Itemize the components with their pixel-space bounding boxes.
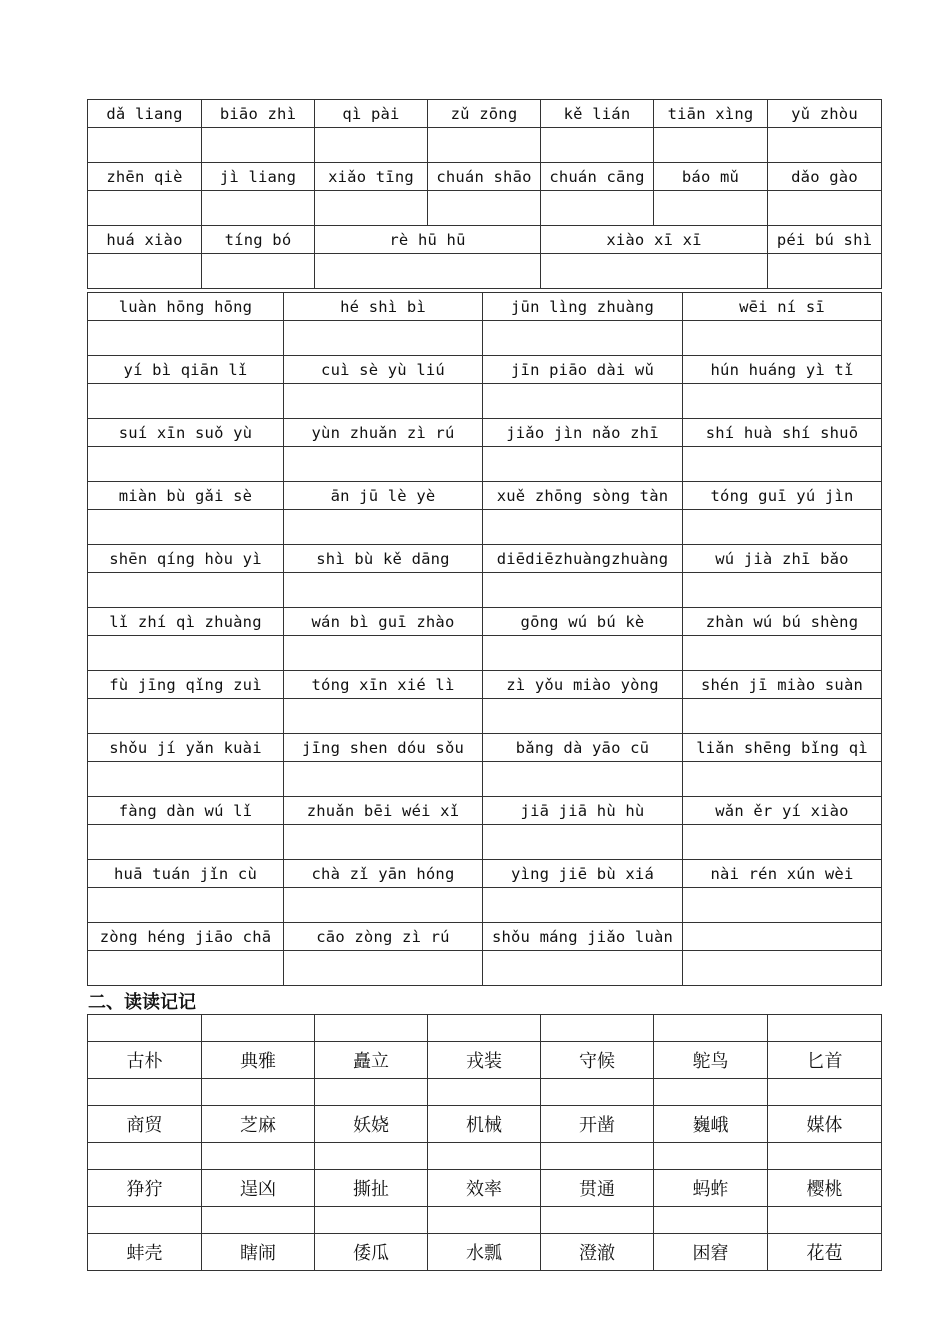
pinyin-cell: shǒu máng jiǎo luàn: [483, 923, 683, 951]
pinyin-cell: chuán shāo: [428, 163, 541, 191]
answer-cell[interactable]: [315, 128, 428, 163]
answer-row: [88, 699, 882, 734]
answer-cell[interactable]: [88, 254, 202, 289]
word-cell: 古朴: [88, 1042, 202, 1079]
answer-cell[interactable]: [88, 762, 284, 797]
answer-cell[interactable]: [483, 762, 683, 797]
answer-cell[interactable]: [428, 191, 541, 226]
answer-cell[interactable]: [683, 384, 882, 419]
pinyin-cell: zhàn wú bú shèng: [683, 608, 882, 636]
pinyin-row: [88, 356, 882, 384]
answer-cell[interactable]: [284, 888, 483, 923]
pinyin-cell: kě lián: [541, 100, 654, 128]
word-cell: 妖娆: [315, 1106, 428, 1143]
pinyin-cell: shǒu jí yǎn kuài: [88, 734, 284, 762]
word-cell: 商贸: [88, 1106, 202, 1143]
answer-cell[interactable]: [483, 825, 683, 860]
answer-row: [88, 191, 882, 226]
word-cell: 守候: [541, 1042, 654, 1079]
blank-cell[interactable]: [315, 1143, 428, 1170]
answer-cell[interactable]: [483, 573, 683, 608]
pinyin-cell: fù jīng qǐng zuì: [88, 671, 284, 699]
pinyin-cell: huā tuán jǐn cù: [88, 860, 284, 888]
answer-cell[interactable]: [483, 699, 683, 734]
pinyin-cell: hún huáng yì tǐ: [683, 356, 882, 384]
word-cell: 匕首: [768, 1042, 882, 1079]
blank-row: [88, 1079, 882, 1106]
answer-cell[interactable]: [202, 128, 315, 163]
word-cell: 蚌壳: [88, 1234, 202, 1271]
answer-cell[interactable]: [483, 951, 683, 986]
pinyin-row: [88, 545, 882, 573]
pinyin-table-idioms: [87, 292, 882, 986]
blank-cell[interactable]: [315, 1207, 428, 1234]
pinyin-cell: lǐ zhí qì zhuàng: [88, 608, 284, 636]
word-cell: 困窘: [654, 1234, 768, 1271]
pinyin-cell: hé shì bì: [284, 293, 483, 321]
blank-cell[interactable]: [541, 1207, 654, 1234]
blank-cell[interactable]: [88, 1207, 202, 1234]
word-cell: 蚂蚱: [654, 1170, 768, 1207]
answer-row: [88, 447, 882, 482]
pinyin-cell: bǎng dà yāo cū: [483, 734, 683, 762]
word-cell: 狰狞: [88, 1170, 202, 1207]
blank-cell[interactable]: [88, 1143, 202, 1170]
blank-cell[interactable]: [315, 1015, 428, 1042]
answer-cell[interactable]: [88, 636, 284, 671]
pinyin-cell: ān jū lè yè: [284, 482, 483, 510]
word-cell: 樱桃: [768, 1170, 882, 1207]
pinyin-cell: shén jī miào suàn: [683, 671, 882, 699]
pinyin-row: [88, 419, 882, 447]
answer-cell[interactable]: [541, 254, 768, 289]
pinyin-cell: jì liang: [202, 163, 315, 191]
blank-cell[interactable]: [428, 1079, 541, 1106]
pinyin-cell: chuán cāng: [541, 163, 654, 191]
pinyin-cell: [683, 923, 882, 951]
pinyin-cell: jīn piāo dài wǔ: [483, 356, 683, 384]
answer-cell[interactable]: [284, 321, 483, 356]
answer-cell[interactable]: [683, 888, 882, 923]
pinyin-cell: miàn bù gǎi sè: [88, 482, 284, 510]
blank-cell[interactable]: [654, 1143, 768, 1170]
word-cell: 典雅: [202, 1042, 315, 1079]
answer-cell[interactable]: [315, 254, 541, 289]
answer-row: [88, 254, 882, 289]
pinyin-cell: nài rén xún wèi: [683, 860, 882, 888]
blank-cell[interactable]: [88, 1079, 202, 1106]
word-row: [88, 1106, 882, 1143]
blank-row: [88, 1207, 882, 1234]
pinyin-cell: qì pài: [315, 100, 428, 128]
answer-cell[interactable]: [483, 447, 683, 482]
pinyin-cell: tóng guī yú jìn: [683, 482, 882, 510]
answer-row: [88, 573, 882, 608]
answer-cell[interactable]: [284, 510, 483, 545]
blank-cell[interactable]: [768, 1079, 882, 1106]
word-cell: 巍峨: [654, 1106, 768, 1143]
pinyin-cell: rè hū hū: [315, 226, 541, 254]
pinyin-cell: wú jià zhī bǎo: [683, 545, 882, 573]
pinyin-row: [88, 482, 882, 510]
answer-cell[interactable]: [768, 191, 882, 226]
pinyin-cell: shí huà shí shuō: [683, 419, 882, 447]
word-cell: 花苞: [768, 1234, 882, 1271]
pinyin-cell: yìng jiē bù xiá: [483, 860, 683, 888]
pinyin-cell: zǔ zōng: [428, 100, 541, 128]
answer-cell[interactable]: [768, 128, 882, 163]
pinyin-cell: yí bì qiān lǐ: [88, 356, 284, 384]
pinyin-cell: jūn lìng zhuàng: [483, 293, 683, 321]
word-cell: 媒体: [768, 1106, 882, 1143]
answer-row: [88, 825, 882, 860]
pinyin-cell: shēn qíng hòu yì: [88, 545, 284, 573]
pinyin-row: [88, 860, 882, 888]
answer-cell[interactable]: [683, 699, 882, 734]
answer-cell[interactable]: [88, 510, 284, 545]
word-cell: 倭瓜: [315, 1234, 428, 1271]
blank-row: [88, 1143, 882, 1170]
answer-cell[interactable]: [683, 321, 882, 356]
pinyin-cell: tóng xīn xié lì: [284, 671, 483, 699]
pinyin-cell: zòng héng jiāo chā: [88, 923, 284, 951]
answer-cell[interactable]: [284, 636, 483, 671]
answer-row: [88, 321, 882, 356]
word-cell: 开凿: [541, 1106, 654, 1143]
pinyin-cell: wǎn ěr yí xiào: [683, 797, 882, 825]
answer-cell[interactable]: [483, 888, 683, 923]
word-cell: 鸵鸟: [654, 1042, 768, 1079]
blank-cell[interactable]: [202, 1015, 315, 1042]
answer-cell[interactable]: [88, 888, 284, 923]
word-cell: 戎装: [428, 1042, 541, 1079]
answer-row: [88, 951, 882, 986]
word-cell: 贯通: [541, 1170, 654, 1207]
pinyin-cell: biāo zhì: [202, 100, 315, 128]
pinyin-row: [88, 671, 882, 699]
answer-cell[interactable]: [284, 762, 483, 797]
answer-cell[interactable]: [88, 384, 284, 419]
blank-cell[interactable]: [315, 1079, 428, 1106]
answer-cell[interactable]: [284, 447, 483, 482]
answer-cell[interactable]: [428, 128, 541, 163]
answer-cell[interactable]: [683, 636, 882, 671]
answer-cell[interactable]: [284, 699, 483, 734]
pinyin-cell: tiān xìng: [654, 100, 768, 128]
word-cell: 撕扯: [315, 1170, 428, 1207]
answer-cell[interactable]: [683, 573, 882, 608]
blank-cell[interactable]: [541, 1079, 654, 1106]
pinyin-row: [88, 923, 882, 951]
blank-cell[interactable]: [541, 1143, 654, 1170]
pinyin-cell: tíng bó: [202, 226, 315, 254]
blank-cell[interactable]: [88, 1015, 202, 1042]
pinyin-row: [88, 163, 882, 191]
word-row: [88, 1170, 882, 1207]
section-title: 二、读读记记: [88, 992, 196, 1013]
word-row: [88, 1042, 882, 1079]
pinyin-cell: liǎn shēng bǐng qì: [683, 734, 882, 762]
word-cell: 机械: [428, 1106, 541, 1143]
word-cell: 芝麻: [202, 1106, 315, 1143]
blank-cell[interactable]: [202, 1143, 315, 1170]
answer-cell[interactable]: [88, 573, 284, 608]
pinyin-cell: cuì sè yù liú: [284, 356, 483, 384]
pinyin-cell: jiā jiā hù hù: [483, 797, 683, 825]
blank-cell[interactable]: [768, 1207, 882, 1234]
blank-row: [88, 1015, 882, 1042]
pinyin-row: [88, 734, 882, 762]
answer-cell[interactable]: [284, 573, 483, 608]
answer-cell[interactable]: [284, 825, 483, 860]
pinyin-cell: xiào xī xī: [541, 226, 768, 254]
pinyin-cell: péi bú shì: [768, 226, 882, 254]
answer-cell[interactable]: [88, 951, 284, 986]
pinyin-cell: luàn hōng hōng: [88, 293, 284, 321]
answer-cell[interactable]: [88, 447, 284, 482]
answer-cell[interactable]: [483, 384, 683, 419]
answer-cell[interactable]: [88, 321, 284, 356]
pinyin-cell: báo mǔ: [654, 163, 768, 191]
answer-cell[interactable]: [202, 254, 315, 289]
pinyin-cell: fàng dàn wú lǐ: [88, 797, 284, 825]
answer-cell[interactable]: [683, 510, 882, 545]
blank-cell[interactable]: [654, 1015, 768, 1042]
pinyin-cell: yùn zhuǎn zì rú: [284, 419, 483, 447]
answer-cell[interactable]: [202, 191, 315, 226]
answer-cell[interactable]: [88, 191, 202, 226]
pinyin-cell: chà zǐ yān hóng: [284, 860, 483, 888]
blank-cell[interactable]: [768, 1143, 882, 1170]
pinyin-cell: jiǎo jìn nǎo zhī: [483, 419, 683, 447]
answer-cell[interactable]: [683, 447, 882, 482]
answer-cell[interactable]: [654, 128, 768, 163]
answer-cell[interactable]: [483, 510, 683, 545]
answer-cell[interactable]: [654, 191, 768, 226]
answer-cell[interactable]: [683, 825, 882, 860]
pinyin-cell: xuě zhōng sòng tàn: [483, 482, 683, 510]
pinyin-table-words: [87, 99, 882, 289]
blank-cell[interactable]: [541, 1015, 654, 1042]
answer-row: [88, 128, 882, 163]
pinyin-cell: shì bù kě dāng: [284, 545, 483, 573]
blank-cell[interactable]: [768, 1015, 882, 1042]
pinyin-cell: diēdiēzhuàngzhuàng: [483, 545, 683, 573]
pinyin-cell: xiǎo tīng: [315, 163, 428, 191]
pinyin-cell: suí xīn suǒ yù: [88, 419, 284, 447]
answer-cell[interactable]: [88, 128, 202, 163]
answer-cell[interactable]: [683, 951, 882, 986]
word-cell: 澄澈: [541, 1234, 654, 1271]
pinyin-row: [88, 608, 882, 636]
blank-cell[interactable]: [654, 1207, 768, 1234]
word-cell: 逞凶: [202, 1170, 315, 1207]
pinyin-cell: cāo zòng zì rú: [284, 923, 483, 951]
answer-cell[interactable]: [284, 384, 483, 419]
blank-cell[interactable]: [202, 1207, 315, 1234]
pinyin-cell: yǔ zhòu: [768, 100, 882, 128]
pinyin-cell: gōng wú bú kè: [483, 608, 683, 636]
answer-cell[interactable]: [541, 128, 654, 163]
answer-row: [88, 384, 882, 419]
pinyin-cell: dǎ liang: [88, 100, 202, 128]
pinyin-row: [88, 293, 882, 321]
pinyin-cell: wēi ní sī: [683, 293, 882, 321]
word-cell: 水瓢: [428, 1234, 541, 1271]
word-row: [88, 1234, 882, 1271]
words-table: [87, 1014, 882, 1271]
pinyin-cell: jīng shen dóu sǒu: [284, 734, 483, 762]
answer-cell[interactable]: [541, 191, 654, 226]
pinyin-row: [88, 100, 882, 128]
answer-row: [88, 762, 882, 797]
pinyin-cell: zhēn qiè: [88, 163, 202, 191]
pinyin-cell: dǎo gào: [768, 163, 882, 191]
answer-row: [88, 510, 882, 545]
answer-cell[interactable]: [284, 951, 483, 986]
answer-cell[interactable]: [315, 191, 428, 226]
pinyin-cell: zhuǎn bēi wéi xǐ: [284, 797, 483, 825]
pinyin-cell: huá xiào: [88, 226, 202, 254]
blank-cell[interactable]: [428, 1015, 541, 1042]
blank-cell[interactable]: [428, 1143, 541, 1170]
blank-cell[interactable]: [428, 1207, 541, 1234]
answer-cell[interactable]: [683, 762, 882, 797]
word-cell: 效率: [428, 1170, 541, 1207]
answer-cell[interactable]: [483, 636, 683, 671]
answer-cell[interactable]: [88, 699, 284, 734]
blank-cell[interactable]: [654, 1079, 768, 1106]
answer-cell[interactable]: [483, 321, 683, 356]
pinyin-cell: wán bì guī zhào: [284, 608, 483, 636]
answer-cell[interactable]: [768, 254, 882, 289]
pinyin-row: [88, 797, 882, 825]
answer-row: [88, 636, 882, 671]
word-cell: 瞎闹: [202, 1234, 315, 1271]
pinyin-cell: zì yǒu miào yòng: [483, 671, 683, 699]
pinyin-row: [88, 226, 882, 254]
blank-cell[interactable]: [202, 1079, 315, 1106]
answer-row: [88, 888, 882, 923]
answer-cell[interactable]: [88, 825, 284, 860]
word-cell: 矗立: [315, 1042, 428, 1079]
